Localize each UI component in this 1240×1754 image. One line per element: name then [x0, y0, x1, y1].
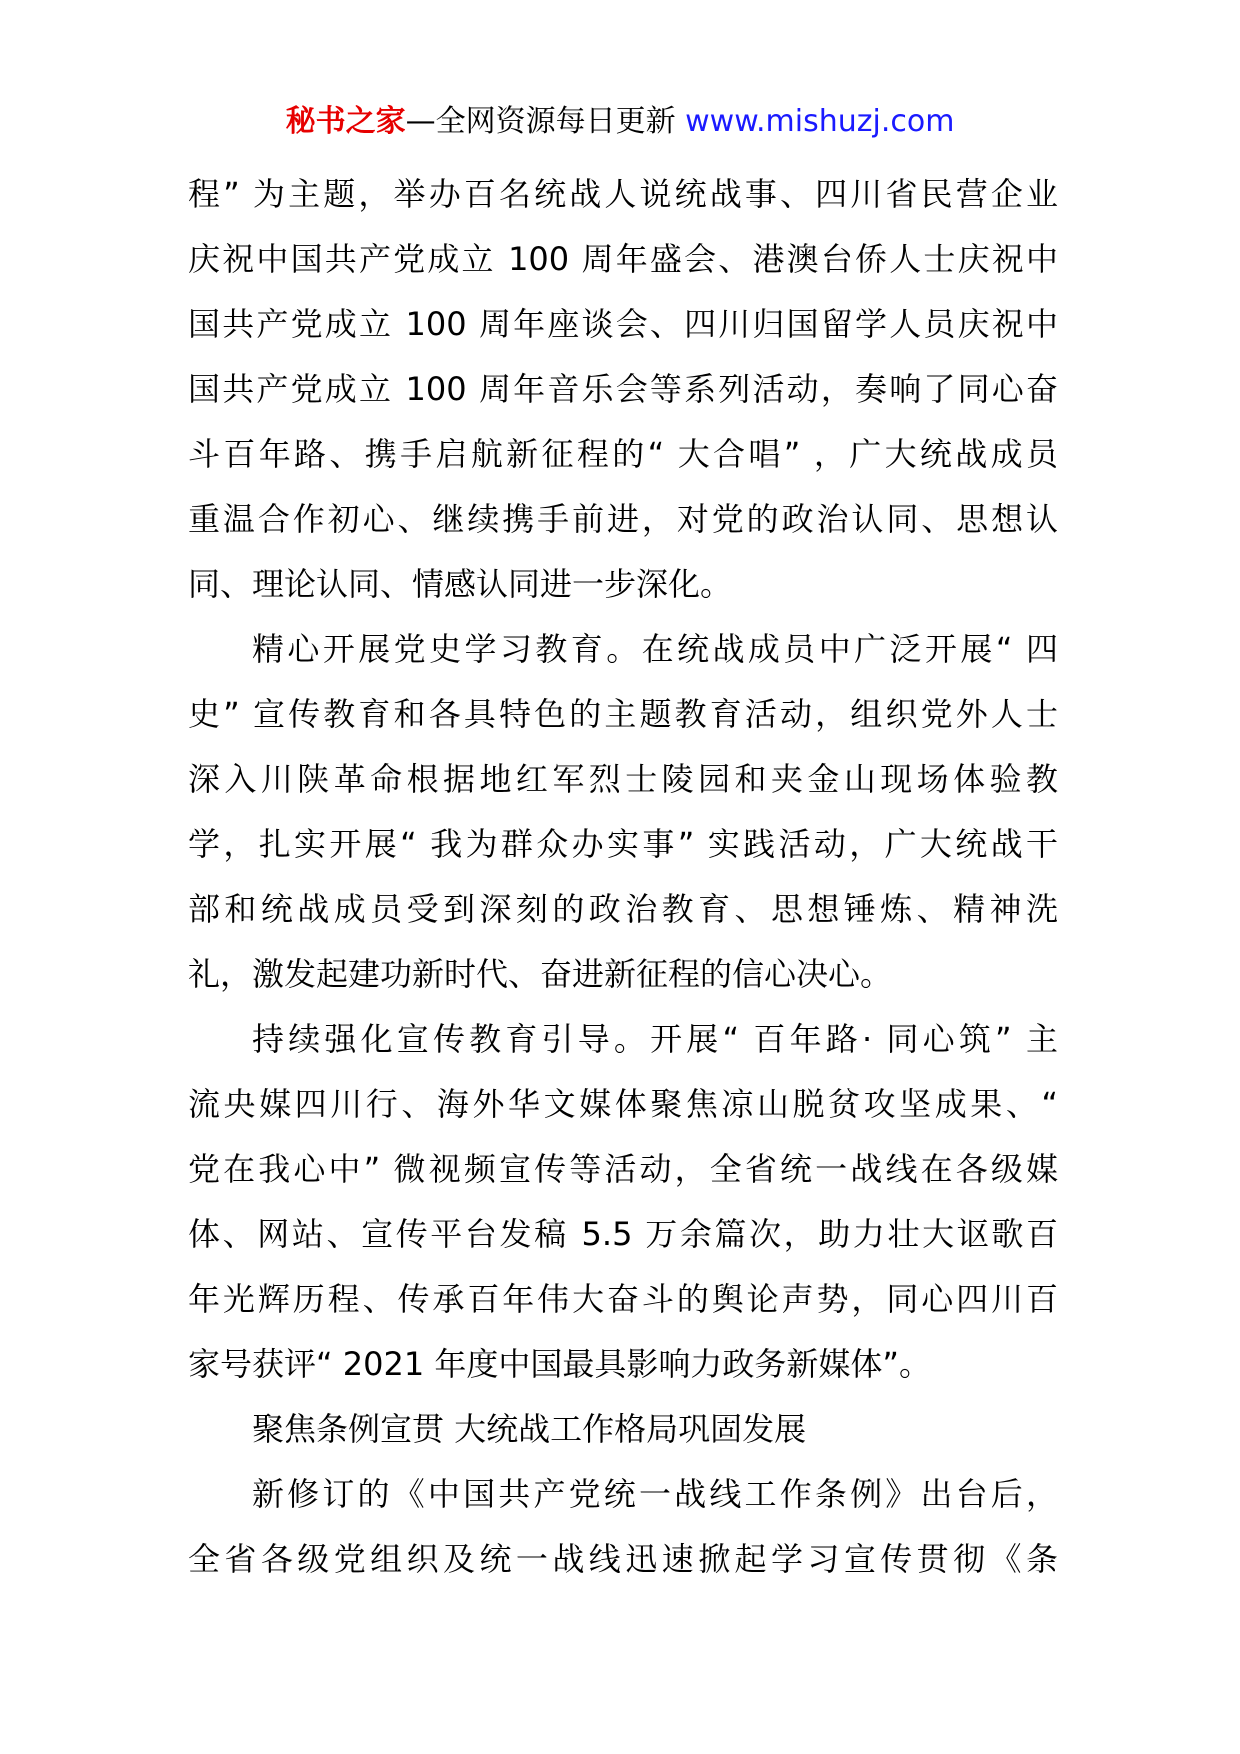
text-line: 重温合作初心、继续携手前进，对党的政治认同、思想认: [188, 500, 1058, 538]
text-line: 家号获评“ 2021 年度中国最具影响力政务新媒体”。: [188, 1345, 931, 1383]
text-line: 庆祝中国共产党成立 100 周年盛会、港澳台侨人士庆祝中: [188, 240, 1058, 278]
text-line: 精心开展党史学习教育。在统战成员中广泛开展“ 四: [252, 630, 1058, 668]
text-line: 新修订的《中国共产党统一战线工作条例》出台后，: [252, 1475, 1058, 1513]
paragraph: [188, 1007, 1058, 1397]
text-line: 年光辉历程、传承百年伟大奋斗的舆论声势，同心四川百: [188, 1280, 1058, 1318]
text-line: 全省各级党组织及统一战线迅速掀起学习宣传贯彻《条: [188, 1540, 1058, 1578]
text-line: 部和统战成员受到深刻的政治教育、思想锤炼、精神洗: [188, 890, 1058, 928]
text-line: 党在我心中” 微视频宣传等活动，全省统一战线在各级媒: [188, 1150, 1058, 1188]
site-header: [0, 100, 1240, 144]
document-body: [188, 162, 1058, 1592]
text-line: 深入川陕革命根据地红军烈士陵园和夹金山现场体验教: [188, 760, 1058, 798]
site-url: www.mishuzj.com: [685, 104, 955, 139]
text-line: 体、网站、宣传平台发稿 5.5 万余篇次，助力壮大讴歌百: [188, 1215, 1058, 1253]
paragraph: [188, 617, 1058, 1007]
paragraph: [188, 1462, 1058, 1592]
text-line: 持续强化宣传教育引导。开展“ 百年路· 同心筑” 主: [252, 1020, 1058, 1058]
text-line: 国共产党成立 100 周年座谈会、四川归国留学人员庆祝中: [188, 305, 1058, 343]
text-line: 礼，激发起建功新时代、奋进新征程的信心决心。: [188, 955, 893, 993]
paragraph: [188, 162, 1058, 617]
text-line: 程” 为主题，举办百名统战人说统战事、四川省民营企业: [188, 175, 1058, 213]
text-line: 史” 宣传教育和各具特色的主题教育活动，组织党外人士: [188, 695, 1058, 733]
text-line: 同、理论认同、情感认同进一步深化。: [188, 565, 733, 603]
header-tagline: —全网资源每日更新: [405, 104, 676, 139]
brand-name: 秘书之家: [285, 104, 406, 139]
section-heading: [188, 1397, 1058, 1462]
text-line: 斗百年路、携手启航新征程的“ 大合唱” ，广大统战成员: [188, 435, 1058, 473]
text-line: 学，扎实开展“ 我为群众办实事” 实践活动，广大统战干: [188, 825, 1058, 863]
text-line: 流央媒四川行、海外华文媒体聚焦凉山脱贫攻坚成果、“: [188, 1085, 1058, 1123]
text-line: 聚焦条例宣贯 大统战工作格局巩固发展: [252, 1410, 807, 1448]
text-line: 国共产党成立 100 周年音乐会等系列活动，奏响了同心奋: [188, 370, 1058, 408]
